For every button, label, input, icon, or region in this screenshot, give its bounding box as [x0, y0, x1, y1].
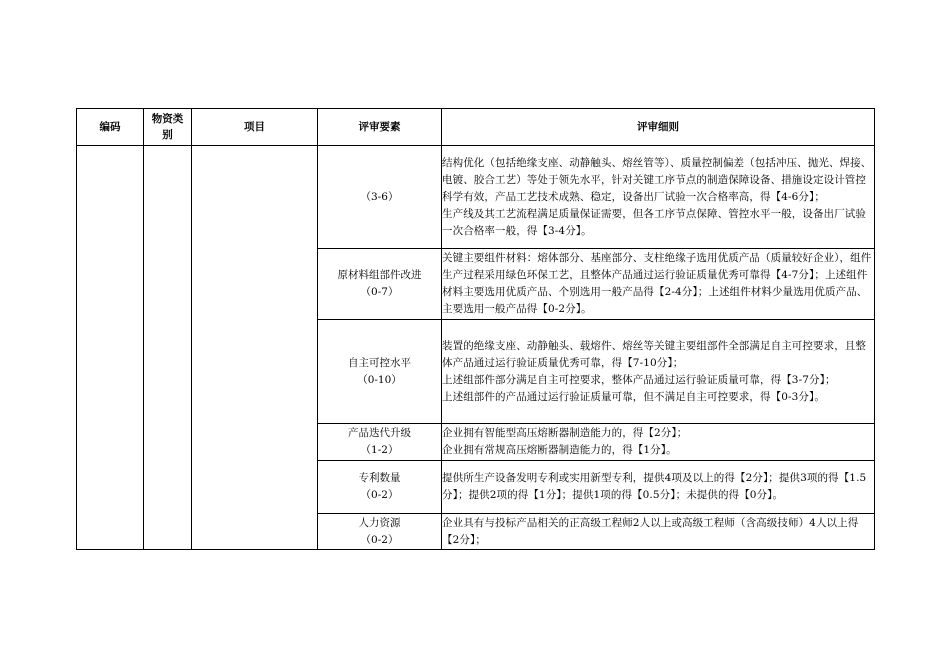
factor-cell: [318, 514, 442, 550]
detail-paragraph: 企业拥有常规高压熔断器制造能力的，得【1分】。: [442, 444, 677, 456]
factor-range: （0-2）: [360, 533, 399, 546]
factor-cell: [318, 461, 442, 514]
factor-range: （0-10）: [357, 373, 402, 386]
factor-cell: [318, 249, 442, 320]
factor-range: （0-7）: [360, 286, 399, 298]
detail-paragraph: 上述组部件部分满足自主可控要求，整体产品通过运行验证质量可靠，得【3-7分】；: [442, 373, 836, 386]
evaluation-table: [76, 108, 875, 550]
header-item: 项目: [192, 109, 318, 146]
category-cell: [144, 146, 192, 550]
header-detail: 评审细则: [442, 109, 875, 146]
code-cell: [77, 146, 144, 550]
table-row: [77, 146, 875, 249]
header-category-text: 物资类别: [151, 113, 184, 141]
item-cell: [192, 146, 318, 550]
factor-name: 原材料组部件改进: [337, 269, 422, 281]
detail-cell: [442, 424, 875, 461]
detail-paragraph: 生产线及其工艺流程满足质量保证需要，但各工序节点保障、管控水平一般，设备出厂试验一次合格率一般，得【3-4分】。: [442, 207, 866, 237]
factor-cell: [318, 320, 442, 424]
detail-cell: [442, 249, 875, 320]
detail-cell: [442, 514, 875, 550]
detail-paragraph: 装置的绝缘支座、动静触头、载熔件、熔丝等关键主要组部件全部满足自主可控要求，且整体产品通过运行验证质量优秀可靠，得【7-10分】；: [442, 339, 866, 369]
factor-cell: [318, 424, 442, 461]
detail-cell: [442, 461, 875, 514]
detail-paragraph: 企业拥有智能型高压熔断器制造能力的，得【2分】；: [442, 427, 688, 439]
factor-name: 专利数量: [358, 472, 401, 484]
table-header-row: [77, 109, 875, 146]
factor-range: （3-6）: [360, 190, 399, 203]
header-code: 编码: [77, 109, 144, 146]
header-category: [144, 109, 192, 146]
header-factor: 评审要素: [318, 109, 442, 146]
factor-range: （0-2）: [360, 489, 399, 501]
factor-name: 产品迭代升级: [348, 427, 411, 439]
detail-paragraph: 关键主要组件材料：熔体部分、基座部分、支柱绝缘子选用优质产品（质量较好企业），组件生产过程采用绿色环保工艺，且整体产品通过运行验证质量优秀可靠得【4-7分】；上述组件材料主要选用优质产品、个别选用一般产品得【2-4分】；上述组件材料少量选用优质产品、主要选用一般产品得【0-2分】。: [442, 252, 872, 315]
detail-paragraph: 提供所生产设备发明专利或实用新型专利，提供4项及以上的得【2分】；提供3项的得【1.5分】；提供2项的得【1分】；提供1项的得【0.5分】；未提供的得【0分】。: [442, 472, 867, 501]
detail-paragraph: 企业具有与投标产品相关的正高级工程师2人以上或高级工程师（含高级技师）4人以上得【2分】；: [442, 516, 859, 546]
detail-paragraph: 结构优化（包括绝缘支座、动静触头、熔丝管等）、质量控制偏差（包括冲压、抛光、焊接、电镀、胶合工艺）等处于领先水平，针对关键工序节点的制造保障设备、措施设定设计管控科学有效，产品工艺技术成熟、稳定，设备出厂试验一次合格率高，得【4-6分】；: [442, 156, 872, 203]
factor-name: 人力资源: [358, 516, 401, 529]
detail-paragraph: 上述组部件的产品通过运行验证质量可靠，但不满足自主可控要求，得【0-3分】。: [442, 390, 825, 403]
factor-cell: [318, 146, 442, 249]
detail-cell: [442, 146, 875, 249]
factor-range: （1-2）: [360, 444, 399, 456]
detail-cell: [442, 320, 875, 424]
factor-name: 自主可控水平: [348, 356, 411, 369]
